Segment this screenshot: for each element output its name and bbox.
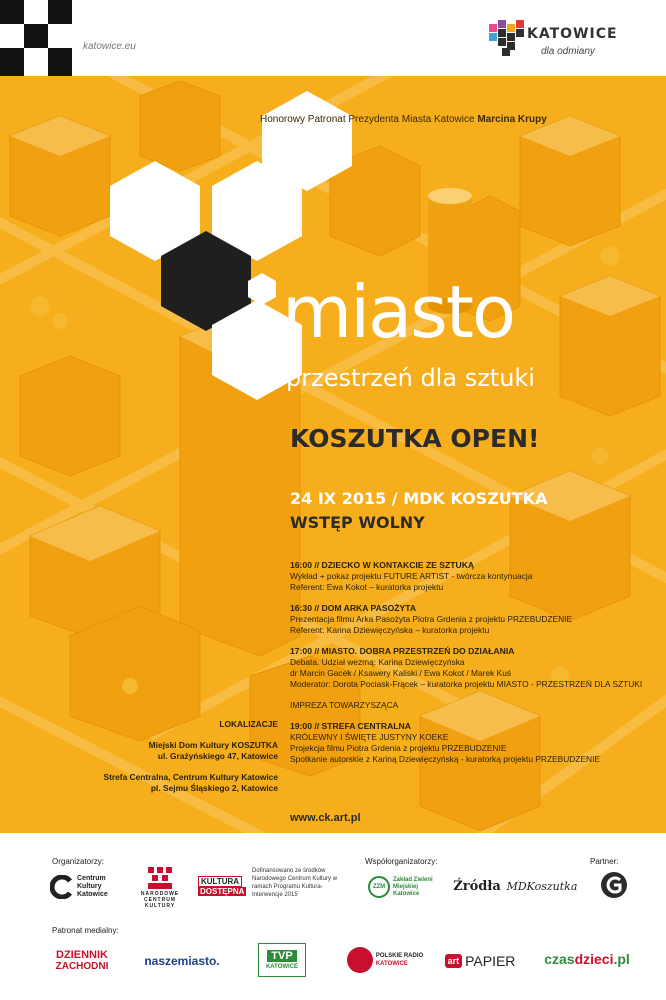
- program-item-line: KRÓLEWNY I ŚWIĘTE JUSTYNY KOEKE: [290, 732, 449, 742]
- zrodla-logo: Źródła: [453, 878, 501, 894]
- poster-title: miasto: [282, 270, 515, 354]
- program-item-heading: 19:00 // STREFA CENTRALNA: [290, 721, 411, 731]
- header: [0, 0, 666, 76]
- tvp-sub: KATOWICE: [265, 964, 299, 970]
- location-address: pl. Sejmu Śląskiego 2, Katowice: [150, 783, 278, 793]
- footer: [0, 833, 666, 1000]
- website-link[interactable]: www.ck.art.pl: [290, 812, 361, 824]
- kd-line: KULTURA: [198, 876, 242, 887]
- locations-block: [78, 719, 278, 794]
- partner-logo: [598, 869, 630, 901]
- pr-line: POLSKIE RADIO: [375, 953, 424, 959]
- program-item-line: Debata. Udział wezmą: Karina Dziewięczyńska: [290, 657, 465, 667]
- logo-title: KATOWICE: [527, 26, 618, 42]
- katowice-logo: [489, 20, 639, 68]
- event-title: KOSZUTKA OPEN!: [290, 424, 540, 453]
- zzm-badge: ZZM: [368, 876, 390, 898]
- program-list: [290, 560, 660, 775]
- kultura-dostepna-logo: [198, 873, 244, 899]
- funding-note: Dofinansowano ze środków Narodowego Centrum Kultury w ramach Programu Kultura-Interwencje 2015: [252, 868, 338, 898]
- zzm-text: Zakład Zieleni Miejskiej Katowice: [393, 876, 433, 897]
- ck-line: Centrum: [77, 875, 106, 882]
- partner-label: Partner:: [590, 857, 619, 866]
- program-item: [290, 721, 660, 765]
- pixel-decoration: [48, 48, 72, 76]
- dzieci-text: dzieci: [574, 951, 614, 967]
- event-date-place: 24 IX 2015 / MDK KOSZUTKA: [290, 489, 548, 508]
- nck-line: KULTURY: [144, 903, 176, 909]
- program-item-line: Referent: Karina Dziewięczyńska – kuratorka projektu: [290, 625, 490, 635]
- pixel-decoration: [24, 24, 48, 48]
- patronage-note: [260, 114, 660, 125]
- pl-text: .pl: [613, 951, 630, 967]
- kd-line: DOSTĘPNA: [200, 887, 245, 896]
- location-address: ul. Grażyńskiego 47, Katowice: [157, 751, 278, 761]
- program-item: [290, 646, 660, 690]
- pr-line: KATOWICE: [375, 961, 408, 967]
- tvp-katowice-logo: [258, 943, 306, 977]
- program-item-line: Wykład + pokaz projektu FUTURE ARTIST - twórcza kontynuacja: [290, 571, 533, 581]
- program-item-line: dr Marcin Gacek / Ksawery Kaliski / Ewa Kokot / Marek Kuś: [290, 668, 512, 678]
- ck-katowice-logo: [50, 871, 120, 903]
- program-item-line: Spotkanie autorskie z Kariną Dziewięczyńską - kuratorką projektu PRZEBUDZENIE: [290, 754, 600, 764]
- naszemiasto-logo: naszemiasto.: [144, 954, 220, 968]
- nck-logo: [140, 863, 180, 913]
- program-item: [290, 560, 660, 593]
- czasdzieci-logo: [545, 947, 629, 971]
- program-item-heading: 17:00 // MIASTO. DOBRA PRZESTRZEŃ DO DZIAŁANIA: [290, 646, 515, 656]
- program-item: [290, 603, 660, 636]
- coorganizers-label: Współorganizatorzy:: [365, 857, 438, 866]
- ck-c-icon: [50, 875, 74, 899]
- art-papier-logo: [438, 949, 522, 973]
- galeria-g-icon: [599, 870, 629, 900]
- location-name: Strefa Centralna, Centrum Kultury Katowice: [103, 772, 278, 782]
- radio-circle-icon: [347, 947, 373, 973]
- side-event-label: IMPREZA TOWARZYSZĄCA: [290, 700, 399, 710]
- dziennik-zachodni-logo: [50, 947, 114, 975]
- pixel-decoration: [0, 0, 24, 24]
- logo-subtitle: dla odmiany: [541, 46, 595, 57]
- pixel-decoration: [0, 48, 24, 76]
- pixel-decoration: [48, 0, 72, 24]
- art-badge: art: [445, 954, 463, 968]
- site-url[interactable]: katowice.eu: [83, 41, 136, 52]
- dz-line: DZIENNIK: [56, 949, 108, 961]
- poster-subtitle: przestrzeń dla sztuki: [286, 364, 535, 392]
- katowice-heart-icon: [489, 20, 525, 56]
- zzm-logo: [368, 873, 444, 901]
- program-item-line: Referent: Ewa Kokot – kuratorka projektu: [290, 582, 444, 592]
- ck-line: Kultury: [77, 883, 102, 890]
- tvp-text: TVP: [267, 950, 296, 962]
- poster: [0, 76, 666, 833]
- program-item-line: Projekcja filmu Piotra Grdenia z projektu PRZEBUDZENIE: [290, 743, 507, 753]
- program-item-heading: 16:30 // DOM ARKA PASOŻYTA: [290, 603, 417, 613]
- ck-line: Katowice: [77, 891, 108, 898]
- free-entry: WSTĘP WOLNY: [290, 513, 425, 532]
- organizers-label: Organizatorzy:: [52, 857, 105, 866]
- nck-line: CENTRUM: [144, 897, 176, 903]
- locations-title: LOKALIZACJE: [219, 719, 278, 729]
- czas-text: czas: [544, 951, 575, 967]
- patronage-name: Marcina Krupy: [477, 114, 547, 125]
- dz-line: ZACHODNI: [55, 961, 109, 972]
- papier-text: PAPIER: [465, 953, 516, 969]
- mdk-koszutka-logo: MDKoszutka: [506, 879, 578, 893]
- media-label: Patronat medialny:: [52, 926, 119, 935]
- patronage-prefix: Honorowy Patronat Prezydenta Miasta Katowice: [260, 114, 478, 125]
- location-name: Miejski Dom Kultury KOSZUTKA: [148, 740, 278, 750]
- nck-line: NARODOWE: [140, 891, 180, 897]
- nck-crown-icon: [148, 867, 172, 889]
- program-item-heading: 16:00 // DZIECKO W KONTAKCIE ZE SZTUKĄ: [290, 560, 475, 570]
- program-item-line: Prezentacja filmu Arka Pasożyta Piotra Grdenia z projektu PRZEBUDZENIE: [290, 614, 573, 624]
- program-item-line: Moderator: Dorota Pociask-Frącek – kuratorka projektu MIASTO - PRZESTRZEŃ DLA SZTUKI: [290, 679, 643, 689]
- polskie-radio-logo: [345, 943, 425, 977]
